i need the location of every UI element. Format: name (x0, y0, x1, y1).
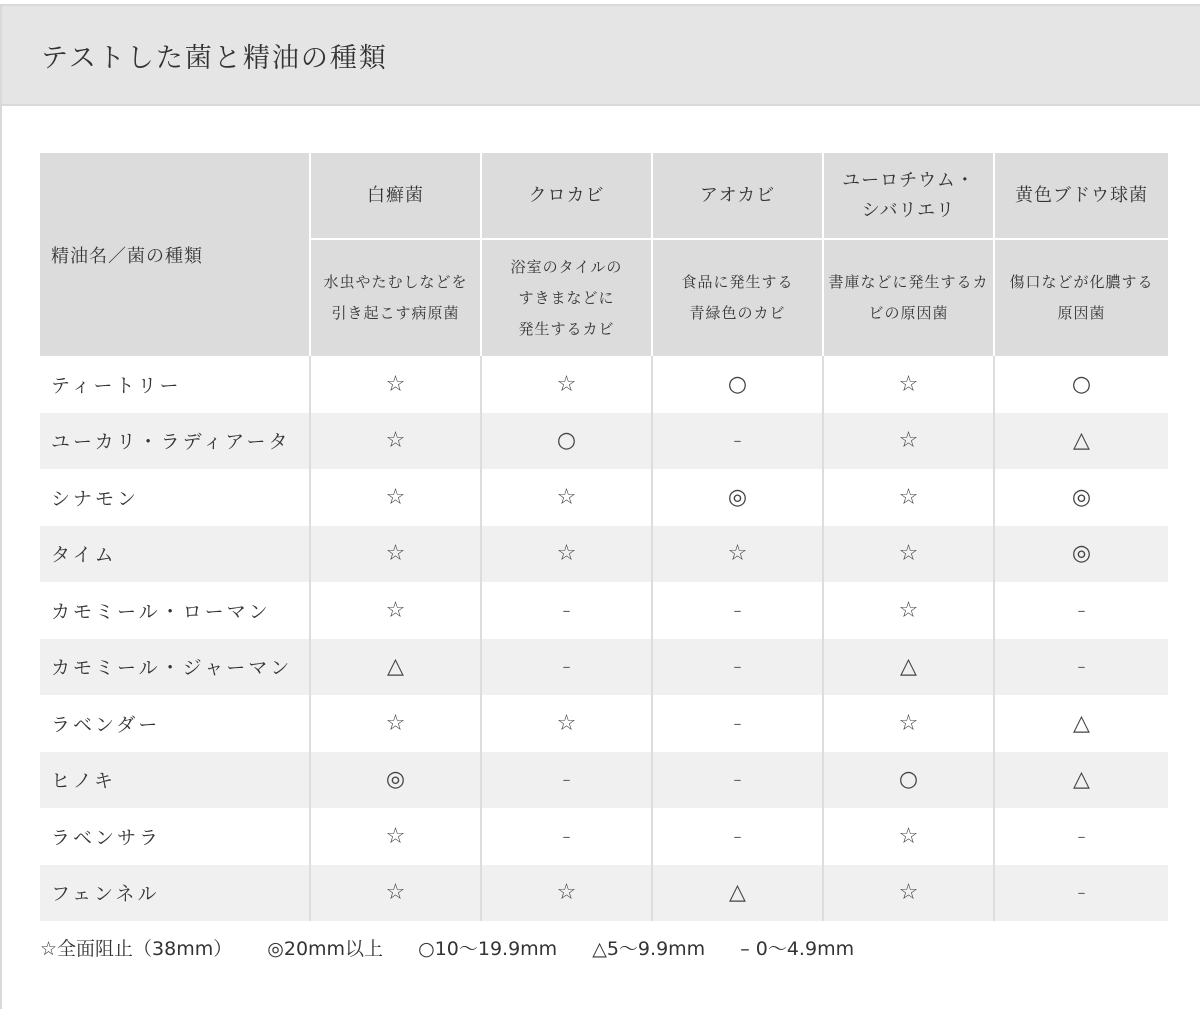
table-row (40, 808, 1168, 865)
result-mark-cell: – (652, 695, 823, 752)
table-row (40, 526, 1168, 583)
section-title: テストした菌と精油の種類 (41, 43, 388, 74)
fungus-description (481, 239, 652, 356)
result-mark-cell: ☆ (310, 413, 481, 470)
fungus-name: 黄色ブドウ球菌 (1015, 184, 1148, 206)
result-mark-cell: ☆ (481, 695, 652, 752)
fungus-header (823, 153, 994, 239)
result-mark-cell: ○ (481, 413, 652, 470)
fungus-name: 白癬菌 (367, 184, 424, 206)
content-panel (0, 4, 1200, 1009)
result-mark-cell: ☆ (652, 526, 823, 583)
result-mark-cell: – (481, 752, 652, 809)
description-line: 傷口などが化膿する (1009, 273, 1154, 291)
description-line: 発生するカビ (518, 319, 615, 338)
result-mark-cell: ☆ (823, 413, 994, 470)
result-mark-cell: – (652, 639, 823, 696)
result-mark-cell: ☆ (481, 526, 652, 583)
oil-name-cell: ユーカリ・ラディアータ (40, 413, 310, 470)
oil-name-cell: ヒノキ (40, 752, 310, 809)
fungus-name: クロカビ (528, 184, 605, 206)
description-line: すきまなどに (518, 288, 615, 307)
legend-item: ○10～19.9mm (418, 938, 558, 960)
result-mark-cell: – (652, 582, 823, 639)
table-row (40, 695, 1168, 752)
result-mark-cell: ☆ (823, 695, 994, 752)
result-mark-cell: – (994, 582, 1168, 639)
result-mark-cell: ☆ (310, 865, 481, 922)
corner-header: 精油名／菌の種類 (40, 153, 310, 356)
fungus-name-line: シバリエリ (861, 199, 956, 221)
oil-name-cell: タイム (40, 526, 310, 583)
result-mark-cell: △ (994, 752, 1168, 809)
description-line: 水虫やたむしなどを (323, 273, 468, 291)
fungus-header (994, 153, 1168, 239)
result-mark-cell: – (994, 639, 1168, 696)
legend (40, 934, 854, 961)
table-body (40, 356, 1168, 921)
table-row (40, 469, 1168, 526)
result-mark-cell: ☆ (823, 582, 994, 639)
antifungal-results-table (40, 153, 1168, 921)
result-mark-cell: ☆ (310, 808, 481, 865)
legend-item: – 0～4.9mm (740, 938, 855, 960)
result-mark-cell: – (481, 808, 652, 865)
table-row (40, 582, 1168, 639)
oil-name-cell: カモミール・ローマン (40, 582, 310, 639)
result-mark-cell: ☆ (310, 582, 481, 639)
result-mark-cell: △ (652, 865, 823, 922)
fungus-description (310, 239, 481, 356)
result-mark-cell: – (481, 639, 652, 696)
result-mark-cell: ☆ (310, 469, 481, 526)
legend-item: ◎20mm以上 (267, 938, 384, 960)
legend-item: △5～9.9mm (592, 938, 706, 960)
fungus-name: アオカビ (699, 184, 776, 206)
description-line: 浴室のタイルの (510, 257, 623, 276)
result-mark-cell: ○ (994, 356, 1168, 413)
result-mark-cell: ☆ (823, 808, 994, 865)
result-mark-cell: ☆ (481, 865, 652, 922)
description-line: 原因菌 (1057, 304, 1106, 322)
result-mark-cell: ○ (823, 752, 994, 809)
result-mark-cell: ☆ (823, 526, 994, 583)
result-mark-cell: △ (823, 639, 994, 696)
oil-name-cell: カモミール・ジャーマン (40, 639, 310, 696)
table-row (40, 639, 1168, 696)
section-header (2, 6, 1200, 106)
fungus-description (994, 239, 1168, 356)
oil-name-cell: ティートリー (40, 356, 310, 413)
result-mark-cell: ☆ (481, 356, 652, 413)
result-mark-cell: △ (994, 413, 1168, 470)
fungus-header (652, 153, 823, 239)
result-mark-cell: ☆ (823, 469, 994, 526)
result-mark-cell: ☆ (481, 469, 652, 526)
result-mark-cell: △ (994, 695, 1168, 752)
result-mark-cell: ☆ (310, 695, 481, 752)
description-line: ビの原因菌 (868, 304, 949, 322)
table-row (40, 413, 1168, 470)
fungus-name-row (40, 153, 1168, 239)
fungus-description (823, 239, 994, 356)
result-mark-cell: – (994, 865, 1168, 922)
result-mark-cell: ◎ (994, 526, 1168, 583)
result-mark-cell: ◎ (994, 469, 1168, 526)
fungus-description (652, 239, 823, 356)
table-row (40, 865, 1168, 922)
result-mark-cell: ☆ (310, 526, 481, 583)
description-line: 青緑色のカビ (689, 304, 786, 322)
result-mark-cell: ☆ (823, 865, 994, 922)
table-row (40, 752, 1168, 809)
result-mark-cell: – (481, 582, 652, 639)
result-mark-cell: ◎ (652, 469, 823, 526)
result-mark-cell: – (652, 752, 823, 809)
oil-name-cell: ラベンダー (40, 695, 310, 752)
fungus-header (310, 153, 481, 239)
result-mark-cell: △ (310, 639, 481, 696)
result-mark-cell: – (652, 808, 823, 865)
fungus-name-line: ユーロチウム・ (842, 169, 975, 191)
oil-name-cell: ラベンサラ (40, 808, 310, 865)
description-line: 引き起こす病原菌 (331, 304, 460, 322)
fungus-header (481, 153, 652, 239)
oil-name-cell: フェンネル (40, 865, 310, 922)
description-line: 食品に発生する (681, 273, 794, 291)
result-mark-cell: ☆ (310, 356, 481, 413)
result-mark-cell: ☆ (823, 356, 994, 413)
table-row (40, 356, 1168, 413)
result-mark-cell: ○ (652, 356, 823, 413)
oil-name-cell: シナモン (40, 469, 310, 526)
result-mark-cell: – (994, 808, 1168, 865)
legend-item: ☆全面阻止（38mm） (40, 938, 233, 960)
result-mark-cell: – (652, 413, 823, 470)
description-line: 書庫などに発生するカ (828, 273, 989, 291)
result-mark-cell: ◎ (310, 752, 481, 809)
